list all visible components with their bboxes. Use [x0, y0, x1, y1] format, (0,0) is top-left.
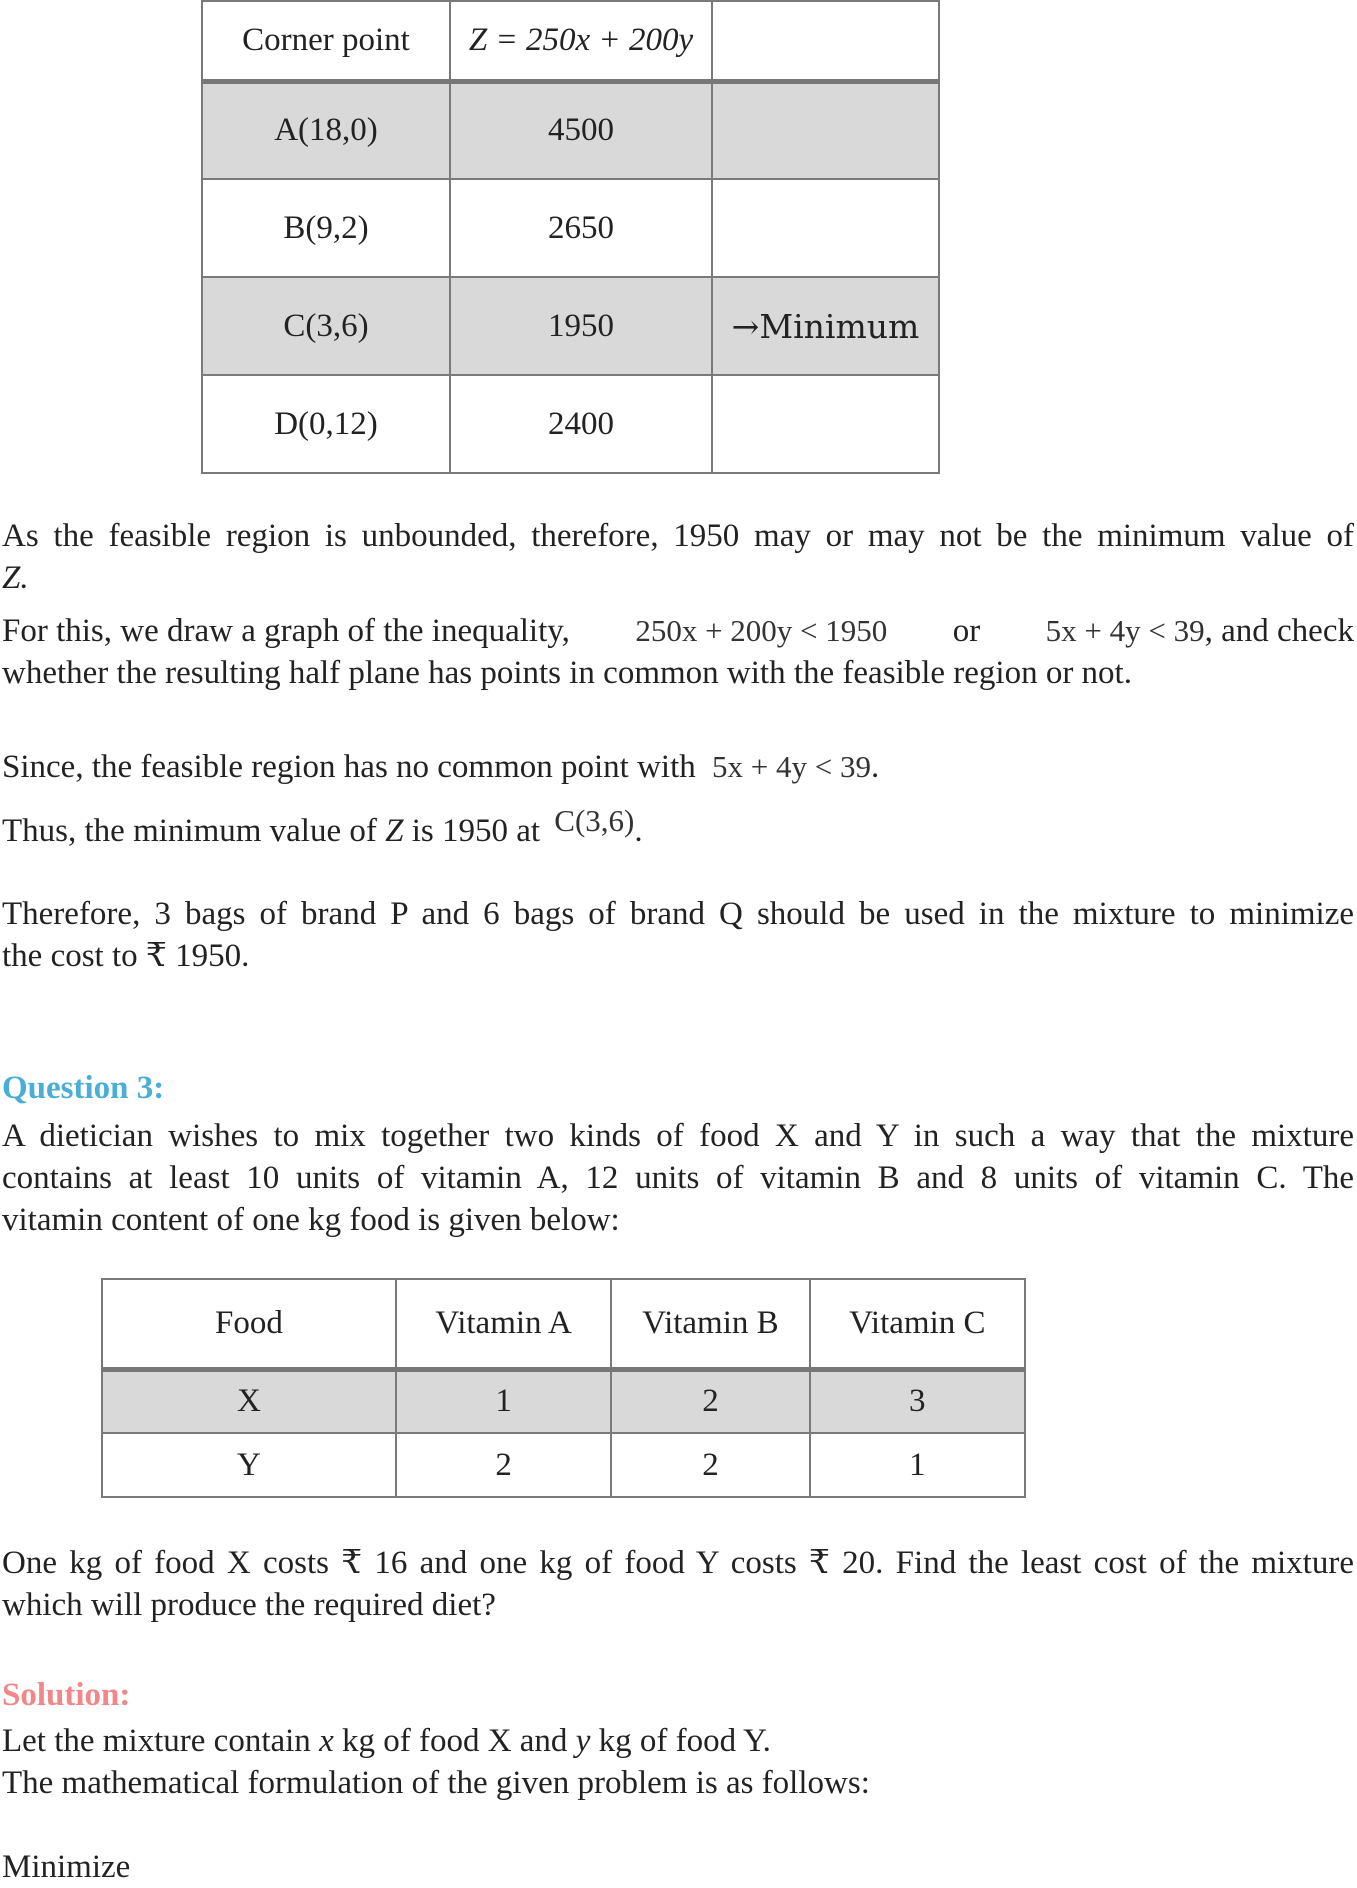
question-3-line3: vitamin content of one kg food is given below:	[2, 1202, 620, 1238]
question-3-line2: contains at least 10 units of vitamin A, 12 units of vitamin B and 8 units of vitamin C. The	[2, 1160, 1354, 1196]
solution-text-b: kg of food X and	[341, 1723, 568, 1759]
note-cell	[712, 81, 939, 179]
paragraph-unbounded: As the feasible region is unbounded, therefore, 1950 may or may not be the minimum value of	[2, 518, 1354, 554]
table-header-row	[102, 1279, 1025, 1369]
table-row	[202, 81, 939, 179]
inequality-5x-4y-2: 5x + 4y < 39	[712, 749, 871, 784]
z-value-cell: 2400	[450, 375, 712, 473]
minimize-label: Minimize	[2, 1849, 131, 1885]
question-3-heading: Question 3:	[2, 1070, 165, 1106]
and-check-text: , and check	[1204, 613, 1354, 649]
header-food: Food	[102, 1279, 396, 1369]
vitamin-c-cell: 3	[810, 1369, 1025, 1433]
table-row	[202, 179, 939, 277]
or-text: or	[952, 613, 981, 649]
question-3-line1: A dietician wishes to mix together two kinds of food X and Y in such a way that the mixture	[2, 1118, 1354, 1154]
table-row	[102, 1433, 1025, 1497]
cost-line2: which will produce the required diet?	[2, 1587, 496, 1623]
table-row	[202, 277, 939, 375]
paragraph-inequality-line2: whether the resulting half plane has points in common with the feasible region or not.	[2, 655, 1132, 691]
table-row	[202, 375, 939, 473]
paragraph-no-common-point	[2, 746, 1354, 788]
header-vitamin-c: Vitamin C	[810, 1279, 1025, 1369]
header-corner-point: Corner point	[202, 1, 450, 81]
paragraph-therefore-line2: the cost to ₹ 1950.	[2, 938, 250, 974]
point-c: C(3,6)	[554, 803, 635, 838]
corner-point-table	[201, 0, 940, 474]
note-cell-minimum: →Minimum	[712, 277, 939, 375]
period: .	[634, 813, 643, 849]
table-row	[102, 1369, 1025, 1433]
corner-point-cell: B(9,2)	[202, 179, 450, 277]
x-variable: x	[319, 1723, 334, 1759]
food-cell: Y	[102, 1433, 396, 1497]
paragraph-minimum-value	[2, 803, 1354, 852]
corner-point-cell: C(3,6)	[202, 277, 450, 375]
inequality-group	[1046, 610, 1354, 652]
paragraph-inequality-text: For this, we draw a graph of the inequality,	[2, 613, 570, 649]
table-header-row	[202, 1, 939, 81]
vitamin-b-cell: 2	[611, 1369, 809, 1433]
corner-point-cell: A(18,0)	[202, 81, 450, 179]
food-cell: X	[102, 1369, 396, 1433]
corner-point-cell: D(0,12)	[202, 375, 450, 473]
header-vitamin-b: Vitamin B	[611, 1279, 809, 1369]
z-symbol: Z.	[2, 560, 29, 596]
solution-text-a: Let the mixture contain	[2, 1723, 311, 1759]
header-z-formula: Z = 250x + 200y	[450, 1, 712, 81]
solution-heading: Solution:	[2, 1677, 131, 1713]
solution-line2: The mathematical formulation of the given problem is as follows:	[2, 1765, 870, 1801]
vitamin-a-cell: 1	[396, 1369, 611, 1433]
vitamin-b-cell: 2	[611, 1433, 809, 1497]
no-common-point-text: Since, the feasible region has no common point with	[2, 749, 696, 785]
solution-line1	[2, 1720, 1354, 1762]
z-symbol: Z	[385, 813, 404, 849]
paragraph-unbounded-end	[2, 557, 1354, 599]
note-cell	[712, 375, 939, 473]
note-cell	[712, 179, 939, 277]
paragraph-therefore: Therefore, 3 bags of brand P and 6 bags of brand Q should be used in the mixture to minimize	[2, 896, 1354, 932]
vitamin-a-cell: 2	[396, 1433, 611, 1497]
cost-line1: One kg of food X costs ₹ 16 and one kg of food Y costs ₹ 20. Find the least cost of the mixture	[2, 1545, 1354, 1581]
vitamin-c-cell: 1	[810, 1433, 1025, 1497]
z-value-cell: 1950	[450, 277, 712, 375]
inequality-250x-200y: 250x + 200y < 1950	[635, 613, 888, 648]
y-variable: y	[575, 1723, 591, 1759]
header-note	[712, 1, 939, 81]
paragraph-inequality	[2, 610, 1354, 652]
inequality-5x-4y: 5x + 4y < 39	[1045, 613, 1205, 648]
z-value-cell: 4500	[450, 81, 712, 179]
minimum-value-text: Thus, the minimum value of	[2, 813, 377, 849]
solution-text-c: kg of food Y.	[598, 1723, 771, 1759]
minimum-value-text-b: is 1950 at	[411, 813, 541, 849]
z-value-cell: 2650	[450, 179, 712, 277]
vitamin-table	[101, 1278, 1026, 1498]
period: .	[871, 749, 880, 785]
header-vitamin-a: Vitamin A	[396, 1279, 611, 1369]
